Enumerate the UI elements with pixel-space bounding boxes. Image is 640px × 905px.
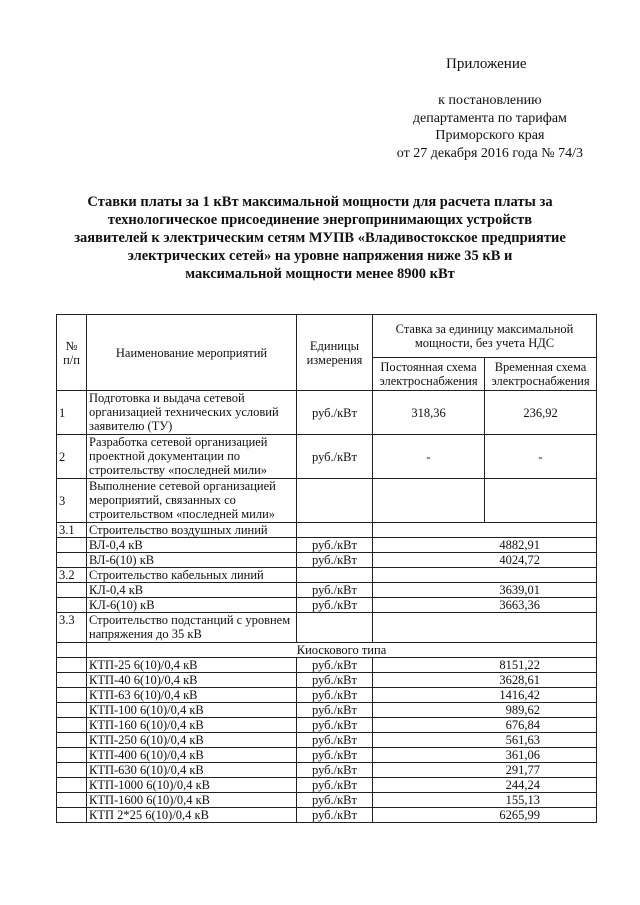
row-name: КТП-160 6(10)/0,4 кВ [87, 718, 297, 733]
row-unit: руб./кВт [297, 391, 373, 435]
row-unit [297, 568, 373, 583]
row-value: 361,06 [373, 748, 597, 763]
row-unit: руб./кВт [297, 748, 373, 763]
decree-line: Приморского края [435, 128, 545, 143]
row-value [373, 613, 597, 643]
table-row [57, 613, 597, 643]
row-value: 676,84 [373, 718, 597, 733]
row-num [57, 733, 87, 748]
row-num [57, 658, 87, 673]
row-num: 1 [57, 391, 87, 435]
table-row [57, 435, 597, 479]
header-rate: Ставка за единицу максимальной мощности, без учета НДС [373, 315, 597, 358]
header-temporary: Временная схема электроснабжения [485, 358, 597, 391]
row-value: 8151,22 [373, 658, 597, 673]
row-permanent-value [373, 479, 485, 523]
table-row [57, 718, 597, 733]
appendix-label: Приложение [446, 56, 527, 72]
table-row [57, 568, 597, 583]
row-unit: руб./кВт [297, 553, 373, 568]
row-name: Выполнение сетевой организацией мероприятий, связанных со строительством «последней мили» [87, 479, 297, 523]
row-num: 3 [57, 479, 87, 523]
row-name: КТП-630 6(10)/0,4 кВ [87, 763, 297, 778]
table-row [57, 763, 597, 778]
row-value: 561,63 [373, 733, 597, 748]
table-row [57, 808, 597, 823]
row-num [57, 808, 87, 823]
row-num: 3.2 [57, 568, 87, 583]
row-name: Подготовка и выдача сетевой организацией технических условий заявителю (ТУ) [87, 391, 297, 435]
row-name: КТП 2*25 6(10)/0,4 кВ [87, 808, 297, 823]
header-num: № п/п [57, 315, 87, 391]
row-name: КТП-63 6(10)/0,4 кВ [87, 688, 297, 703]
row-name: Строительство кабельных линий [87, 568, 297, 583]
row-unit: руб./кВт [297, 538, 373, 553]
row-unit: руб./кВт [297, 673, 373, 688]
row-permanent-value: 318,36 [373, 391, 485, 435]
row-unit: руб./кВт [297, 703, 373, 718]
row-name: КТП-400 6(10)/0,4 кВ [87, 748, 297, 763]
header-unit: Единицы измерения [297, 315, 373, 391]
row-unit: руб./кВт [297, 583, 373, 598]
row-temporary-value: 236,92 [485, 391, 597, 435]
row-unit: руб./кВт [297, 658, 373, 673]
row-unit: руб./кВт [297, 808, 373, 823]
row-name: КТП-250 6(10)/0,4 кВ [87, 733, 297, 748]
row-value: 3639,01 [373, 583, 597, 598]
title-line: Ставки платы за 1 кВт максимальной мощности для расчета платы за [87, 194, 553, 210]
document-title [40, 193, 600, 283]
table-row [57, 583, 597, 598]
table-row [57, 553, 597, 568]
decree-reference [397, 92, 583, 162]
title-line: заявителей к электрическим сетям МУПВ «Владивостокское предприятие [74, 230, 566, 246]
row-value: 291,77 [373, 763, 597, 778]
table-row [57, 479, 597, 523]
row-num: 2 [57, 435, 87, 479]
row-unit: руб./кВт [297, 598, 373, 613]
row-num-cell [57, 643, 87, 658]
row-num: 3.3 [57, 613, 87, 643]
row-num [57, 778, 87, 793]
row-name: КТП-1600 6(10)/0,4 кВ [87, 793, 297, 808]
row-name: Строительство подстанций с уровнем напряжения до 35 кВ [87, 613, 297, 643]
row-unit [297, 479, 373, 523]
row-name: КЛ-6(10) кВ [87, 598, 297, 613]
decree-line: от 27 декабря 2016 года № 74/3 [396, 145, 583, 161]
row-value: 989,62 [373, 703, 597, 718]
row-num [57, 583, 87, 598]
row-num [57, 598, 87, 613]
table-row [57, 688, 597, 703]
row-value: 3628,61 [373, 673, 597, 688]
table-row [57, 778, 597, 793]
row-value: 4882,91 [373, 538, 597, 553]
row-num [57, 718, 87, 733]
row-unit: руб./кВт [297, 793, 373, 808]
row-temporary-value: - [485, 435, 597, 479]
tariff-table [56, 314, 597, 823]
row-name: КТП-25 6(10)/0,4 кВ [87, 658, 297, 673]
row-value: 1416,42 [373, 688, 597, 703]
row-num [57, 748, 87, 763]
row-num [57, 688, 87, 703]
row-name: КТП-40 6(10)/0,4 кВ [87, 673, 297, 688]
row-name: КЛ-0,4 кВ [87, 583, 297, 598]
table-row [57, 673, 597, 688]
row-num: 3.1 [57, 523, 87, 538]
row-num [57, 793, 87, 808]
row-value: 244,24 [373, 778, 597, 793]
row-value: 6265,99 [373, 808, 597, 823]
row-value [373, 568, 597, 583]
row-value: 4024,72 [373, 553, 597, 568]
row-unit [297, 613, 373, 643]
row-num [57, 673, 87, 688]
row-num [57, 703, 87, 718]
row-value: 3663,36 [373, 598, 597, 613]
row-value [373, 523, 597, 538]
row-num [57, 538, 87, 553]
row-value: 155,13 [373, 793, 597, 808]
row-unit: руб./кВт [297, 435, 373, 479]
decree-line: к постановлению [438, 93, 542, 108]
row-permanent-value: - [373, 435, 485, 479]
table-row [57, 643, 597, 658]
row-unit [297, 523, 373, 538]
row-unit: руб./кВт [297, 763, 373, 778]
row-num [57, 553, 87, 568]
row-name: ВЛ-6(10) кВ [87, 553, 297, 568]
row-unit: руб./кВт [297, 733, 373, 748]
row-unit: руб./кВт [297, 718, 373, 733]
table-row [57, 793, 597, 808]
table-row [57, 748, 597, 763]
title-line: максимальной мощности менее 8900 кВт [185, 266, 455, 282]
header-name: Наименование мероприятий [87, 315, 297, 391]
subheader-kiosk: Киоскового типа [87, 643, 597, 658]
title-line: электрических сетей» на уровне напряжения ниже 35 кВ и [127, 248, 513, 264]
row-name: Разработка сетевой организацией проектной документации по строительству «последней мили» [87, 435, 297, 479]
row-name: Строительство воздушных линий [87, 523, 297, 538]
row-temporary-value [485, 479, 597, 523]
row-name: КТП-100 6(10)/0,4 кВ [87, 703, 297, 718]
table-row [57, 703, 597, 718]
row-unit: руб./кВт [297, 688, 373, 703]
table-row [57, 538, 597, 553]
title-line: технологическое присоединение энергопринимающих устройств [107, 212, 533, 228]
row-num [57, 763, 87, 778]
header-permanent: Постоянная схема электроснабжения [373, 358, 485, 391]
row-unit: руб./кВт [297, 778, 373, 793]
table-row [57, 523, 597, 538]
table-row [57, 598, 597, 613]
table-row [57, 391, 597, 435]
row-name: ВЛ-0,4 кВ [87, 538, 297, 553]
decree-line: департамента по тарифам [412, 110, 567, 126]
table-row [57, 733, 597, 748]
row-name: КТП-1000 6(10)/0,4 кВ [87, 778, 297, 793]
table-row [57, 658, 597, 673]
